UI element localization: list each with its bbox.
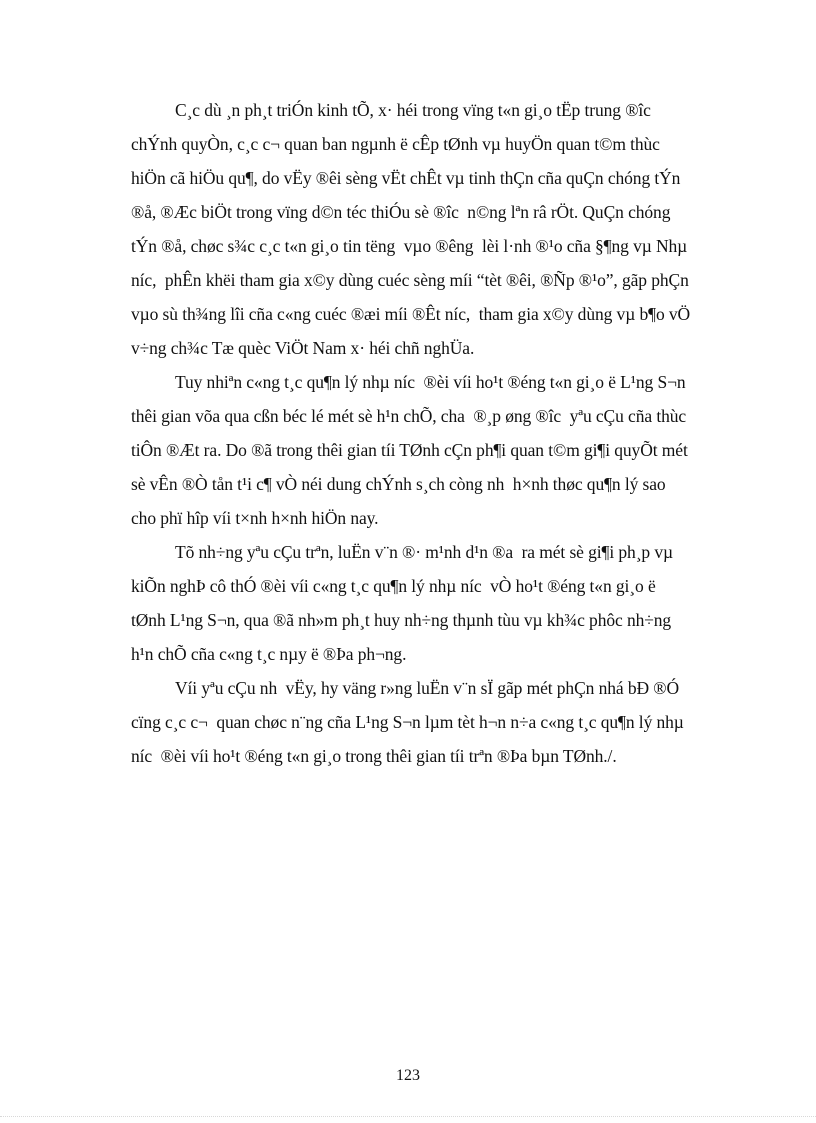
text-line: Víi yªu cÇu nh vËy, hy väng r»ng luËn v¨n sÏ gãp mét phÇn nhá bÐ ®Ó (175, 678, 680, 698)
text-line: tÝn ®å, chøc s¾c c¸c t«n gi¸o tin tëng vµo ®êng lèi l·nh ®¹o cña §¶ng vµ Nhµ (131, 236, 688, 256)
text-line: C¸c dù ¸n ph¸t triÓn kinh tÕ, x· héi trong vïng t«n gi¸o tËp trung ®îc (175, 100, 651, 120)
text-line: h¹n chÕ cña c«ng t¸c nµy ë ®Þa ph¬ng. (131, 644, 407, 664)
text-line: tiÔn ®Æt ra. Do ®ã trong thêi gian tíi TØnh cÇn ph¶i quan t©m gi¶i quyÕt mét (131, 440, 688, 460)
text-line: tØnh L¹ng S¬n, qua ®ã nh»m ph¸t huy nh÷ng thµnh tùu vµ kh¾c phôc nh÷ng (131, 610, 672, 630)
text-line: hiÖn cã hiÖu qu¶, do vËy ®êi sèng vËt chÊt vµ tinh thÇn cña quÇn chóng tÝn (131, 168, 681, 188)
text-line: cïng c¸c c¬ quan chøc n¨ng cña L¹ng S¬n lµm tèt h¬n n÷a c«ng t¸c qu¶n lý nhµ (131, 712, 684, 732)
text-line: chÝnh quyÒn, c¸c c¬ quan ban ngµnh ë cÊp tØnh vµ huyÖn quan t©m thùc (131, 134, 660, 154)
text-line: cho phï hîp víi t×nh h×nh hiÖn nay. (131, 508, 379, 528)
page-bottom-divider (0, 1116, 816, 1117)
text-line: Tuy nhiªn c«ng t¸c qu¶n lý nhµ níc ®èi víi ho¹t ®éng t«n gi¸o ë L¹ng S¬n (175, 372, 686, 392)
text-line: kiÕn nghÞ cô thÓ ®èi víi c«ng t¸c qu¶n lý nhµ níc vÒ ho¹t ®éng t«n gi¸o ë (131, 576, 656, 596)
text-line: sè vÊn ®Ò tån t¹i c¶ vÒ néi dung chÝnh s¸ch còng nh h×nh thøc qu¶n lý sao (131, 474, 666, 494)
text-line: vµo sù th¾ng lîi cña c«ng cuéc ®æi míi ®Êt níc, tham gia x©y dùng vµ b¶o vÖ (131, 304, 691, 324)
page-number: 123 (396, 1067, 420, 1084)
text-line: v÷ng ch¾c Tæ quèc ViÖt Nam x· héi chñ nghÜa. (131, 338, 475, 358)
text-line: Tõ nh÷ng yªu cÇu trªn, luËn v¨n ®· m¹nh d¹n ®a ra mét sè gi¶i ph¸p vµ (175, 542, 673, 562)
text-line: thêi gian võa qua cßn béc lé mét sè h¹n chÕ, cha ®¸p øng ®îc yªu cÇu cña thùc (131, 406, 687, 426)
text-line: ®å, ®Æc biÖt trong vïng d©n téc thiÓu sè ®îc n©ng lªn râ rÖt. QuÇn chóng (131, 202, 671, 222)
paragraph-2 (131, 365, 743, 535)
text-line: níc ®èi víi ho¹t ®éng t«n gi¸o trong thêi gian tíi trªn ®Þa bµn TØnh./. (131, 746, 617, 766)
paragraph-3 (131, 535, 743, 671)
text-line: níc, phÊn khëi tham gia x©y dùng cuéc sèng míi “tèt ®êi, ®Ñp ®¹o”, gãp phÇn (131, 270, 689, 290)
paragraph-4 (131, 671, 743, 773)
body-text (131, 93, 743, 773)
paragraph-1 (131, 93, 743, 365)
